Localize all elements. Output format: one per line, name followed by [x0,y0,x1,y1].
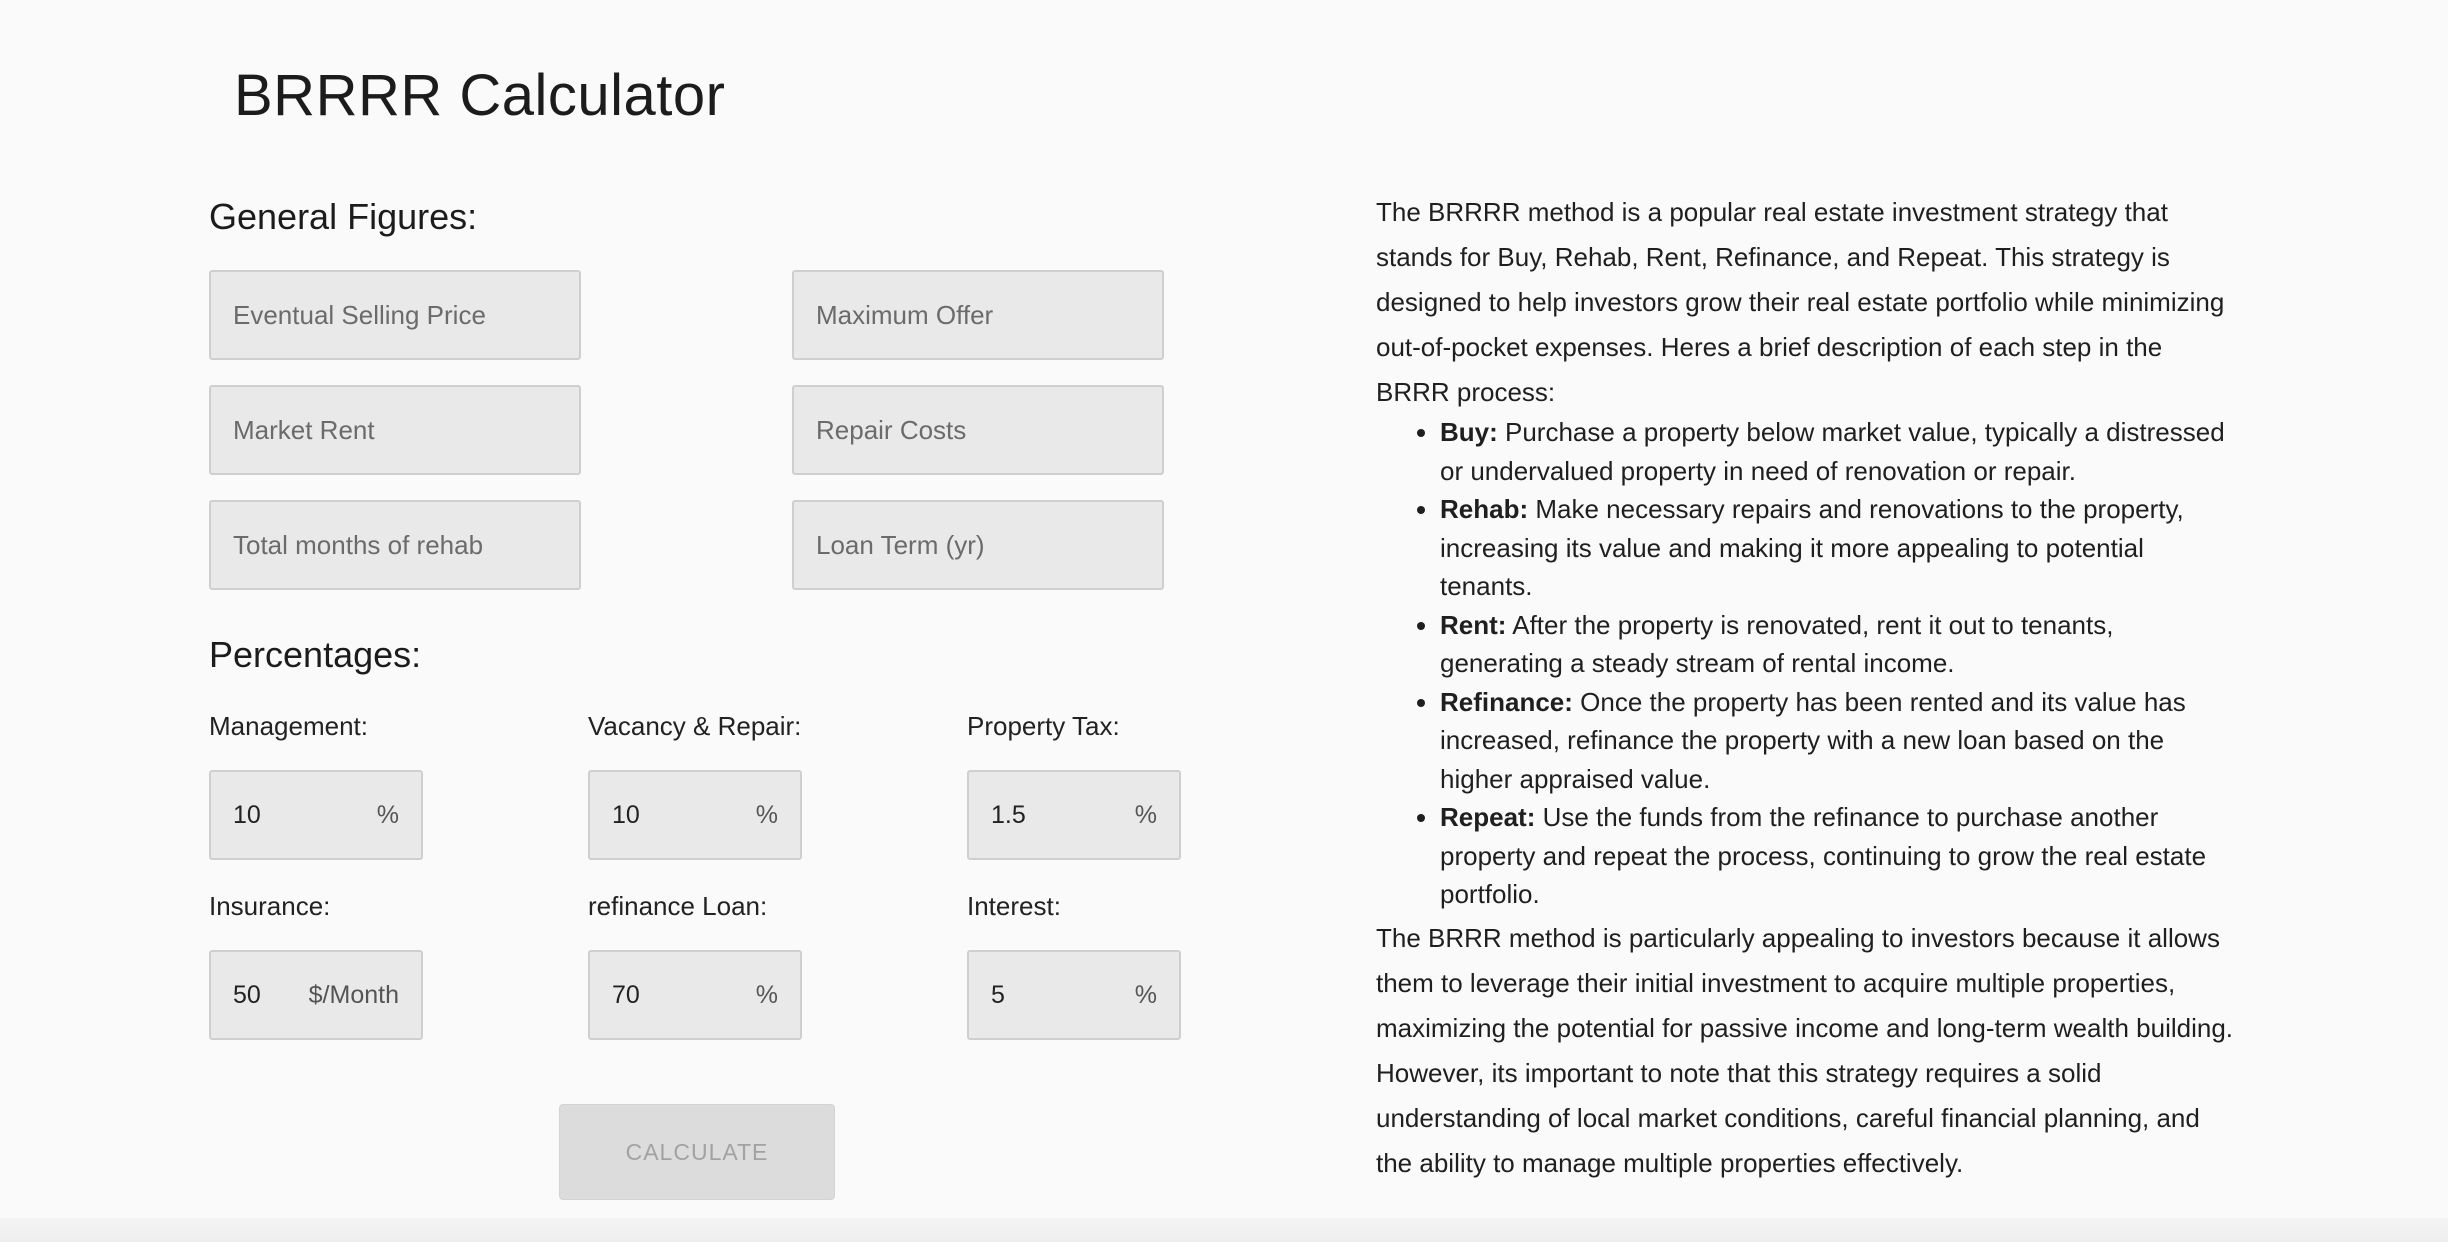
step-rehab [1440,490,2238,606]
step-text: Once the property has been rented and its value has increased, refinance the property with a new loan based on the higher appraised value. [1440,686,2186,794]
step-repeat [1440,798,2238,914]
description-intro: The BRRRR method is a popular real estate investment strategy that stands for Buy, Rehab, Rent, Refinance, and Repeat. This strategy is designed to help investors grow their real estate portfolio while minimizing out-of-pocket expenses. Heres a brief description of each step in the BRRR process: [1376,197,2225,407]
step-term: Rent: [1440,609,1507,640]
step-term: Refinance: [1440,686,1573,717]
step-text: Purchase a property below market value, typically a distressed or undervalued property in need of renovation or repair. [1440,417,2225,486]
property-tax-label: Property Tax: [967,711,1120,741]
management-unit: % [376,800,399,829]
step-term: Rehab: [1440,494,1529,524]
market-rent-input[interactable] [209,385,581,475]
percentages-heading: Percentages: [209,634,422,675]
interest-input[interactable] [991,981,1135,1010]
maximum-offer-input[interactable] [792,270,1164,360]
management-field[interactable] [209,770,423,860]
bottom-edge [0,1218,2448,1242]
management-label: Management: [209,711,368,741]
page-title: BRRRR Calculator [234,63,726,128]
vacancy-repair-input[interactable] [612,801,756,830]
interest-field[interactable] [967,950,1181,1040]
calculate-button[interactable]: CALCULATE [559,1104,835,1200]
step-rent [1440,606,2238,683]
step-text: After the property is renovated, rent it out to tenants, generating a steady stream of rental income. [1440,609,2114,678]
steps-list [1376,413,2238,914]
step-buy [1440,413,2238,490]
step-term: Repeat: [1440,802,1536,832]
repair-costs-input[interactable] [792,385,1164,475]
refinance-loan-input[interactable] [612,981,756,1010]
general-figures-heading: General Figures: [209,196,478,237]
insurance-label: Insurance: [209,891,331,921]
interest-unit: % [1134,980,1157,1009]
step-text: Use the funds from the refinance to purchase another property and repeat the process, continuing to grow the real estate portfolio. [1440,802,2207,909]
property-tax-unit: % [1134,800,1157,829]
property-tax-field[interactable] [967,770,1181,860]
step-text: Make necessary repairs and renovations to the property, increasing its value and making it more appealing to potential tenants. [1440,494,2184,601]
description-outro: The BRRR method is particularly appealing to investors because it allows them to leverage their initial investment to acquire multiple properties, maximizing the potential for passive income and long-term wealth building. However, its important to note that this strategy requires a solid understanding of local market conditions, careful financial planning, and the ability to manage multiple properties effectively. [1376,922,2233,1178]
refinance-loan-label: refinance Loan: [588,891,768,921]
insurance-unit: $/Month [308,980,399,1009]
vacancy-repair-unit: % [755,800,778,829]
property-tax-input[interactable] [991,801,1135,830]
step-refinance [1440,683,2238,799]
refinance-loan-unit: % [755,980,778,1009]
refinance-loan-field[interactable] [588,950,802,1040]
step-term: Buy: [1440,417,1498,447]
insurance-input[interactable] [233,981,309,1010]
interest-label: Interest: [967,891,1061,921]
total-months-rehab-input[interactable] [209,500,581,590]
insurance-field[interactable] [209,950,423,1040]
brrrr-description [1376,190,2238,1186]
loan-term-input[interactable] [792,500,1164,590]
vacancy-repair-field[interactable] [588,770,802,860]
vacancy-repair-label: Vacancy & Repair: [588,711,802,741]
management-input[interactable] [233,801,377,830]
eventual-selling-price-input[interactable] [209,270,581,360]
